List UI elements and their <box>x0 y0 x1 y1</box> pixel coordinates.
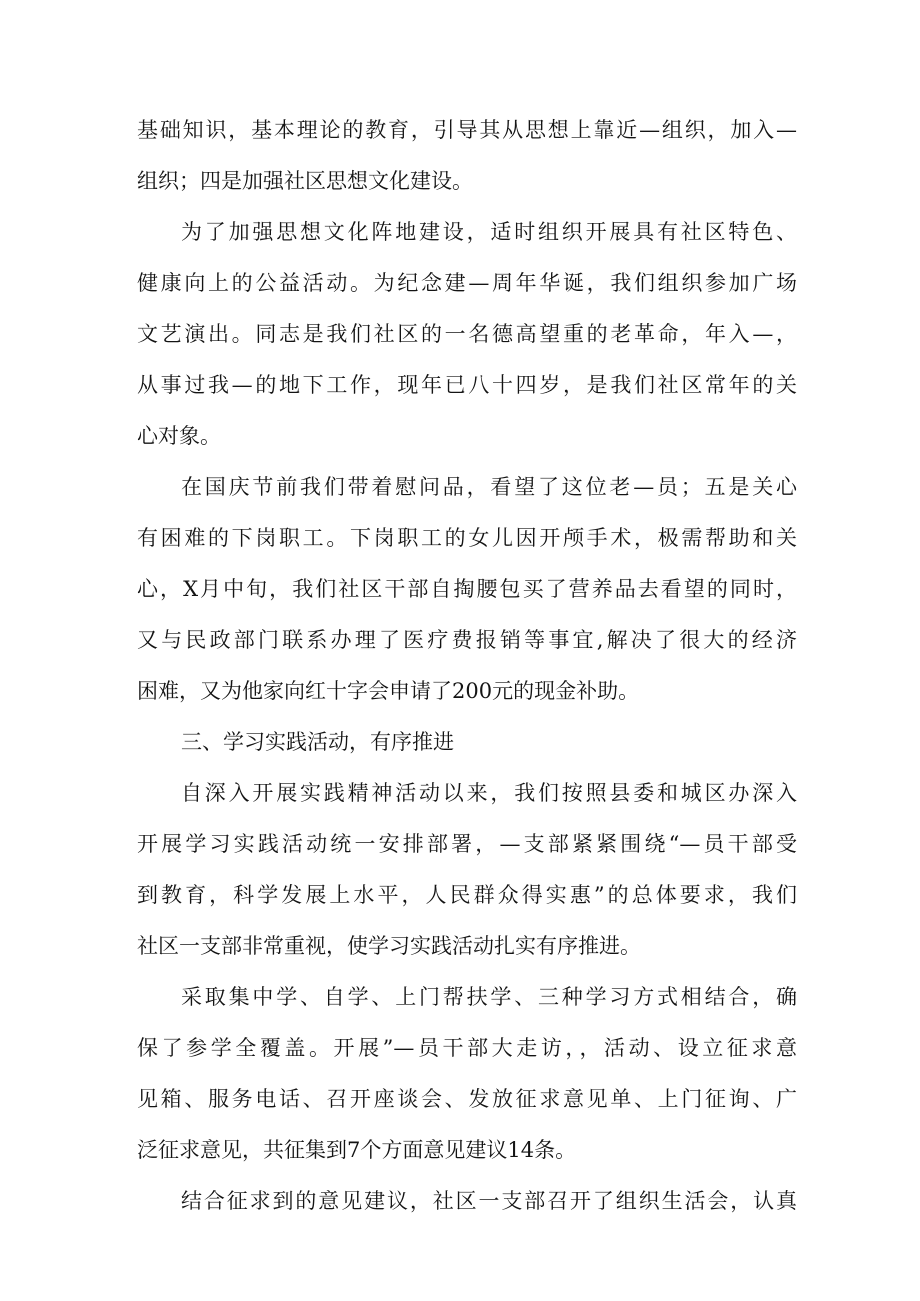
text-line: 基础知识，基本理论的教育，引导其从思想上靠近—组织，加入— <box>137 118 797 142</box>
section-heading: 三、学习实践活动，有序推进 <box>181 730 454 754</box>
text-line: 健康向上的公益活动。为纪念建—周年华诞，我们组织参加广场 <box>137 271 797 295</box>
text-line: 从事过我—的地下工作，现年已八十四岁，是我们社区常年的关 <box>137 373 797 397</box>
text-line: 组织；四是加强社区思想文化建设。 <box>137 169 473 193</box>
text-line: 文艺演出。同志是我们社区的一名德高望重的老革命，年入—， <box>137 322 797 346</box>
text-line: 困难，又为他家向红十字会申请了200元的现金补助。 <box>137 679 640 703</box>
text-line: 开展学习实践活动统一安排部署，—支部紧紧围绕“—员干部受 <box>137 832 797 856</box>
paragraph-start-line: 采取集中学、自学、上门帮扶学、三种学习方式相结合，确 <box>181 985 797 1009</box>
body-text <box>137 105 797 1227</box>
text-line: 社区一支部非常重视，使学习实践活动扎实有序推进。 <box>137 934 641 958</box>
text-line: 到教育，科学发展上水平，人民群众得实惠”的总体要求，我们 <box>137 883 797 907</box>
paragraph-start-line: 在国庆节前我们带着慰问品，看望了这位老—员；五是关心 <box>181 475 797 499</box>
text-line: 保了参学全覆盖。开展”—员干部大走访，，活动、设立征求意 <box>137 1036 797 1060</box>
text-line: 见箱、服务电话、召开座谈会、发放征求意见单、上门征询、广 <box>137 1087 797 1111</box>
text-line: 泛征求意见，共征集到7个方面意见建议14条。 <box>137 1138 577 1162</box>
paragraph-start-line: 自深入开展实践精神活动以来，我们按照县委和城区办深入 <box>181 781 797 805</box>
text-line: 又与民政部门联系办理了医疗费报销等事宜,解决了很大的经济 <box>137 628 797 652</box>
text-line: 有困难的下岗职工。下岗职工的女儿因开颅手术，极需帮助和关 <box>137 526 797 550</box>
text-line: 心对象。 <box>137 424 221 448</box>
paragraph-start-line: 结合征求到的意见建议，社区一支部召开了组织生活会，认真 <box>181 1189 797 1213</box>
text-line: 心，X月中旬，我们社区干部自掏腰包买了营养品去看望的同时， <box>137 577 797 601</box>
paragraph-start-line: 为了加强思想文化阵地建设，适时组织开展具有社区特色、 <box>181 220 797 244</box>
